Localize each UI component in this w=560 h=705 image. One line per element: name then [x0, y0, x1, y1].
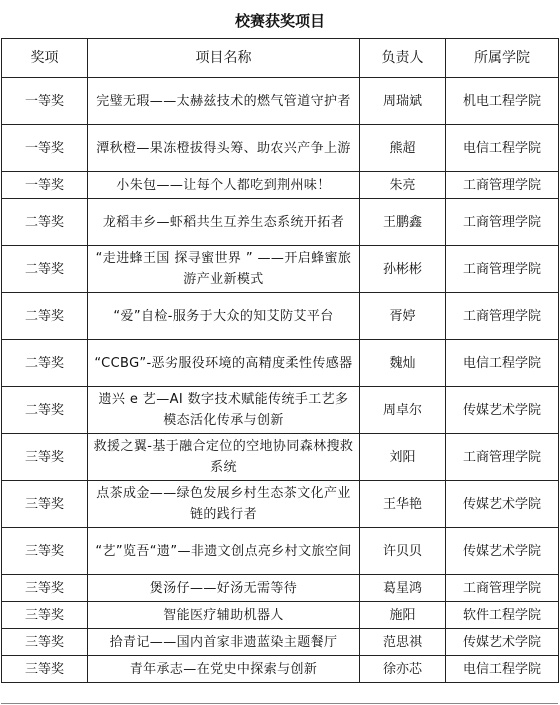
cell-project: 完璧无瑕——太赫兹技术的燃气管道守护者 — [88, 78, 360, 125]
table-body — [2, 78, 559, 683]
cell-college: 工商管理学院 — [446, 293, 559, 340]
cell-award: 三等奖 — [2, 528, 88, 575]
cell-project: 煲汤仔——好汤无需等待 — [88, 575, 360, 602]
cell-college: 电信工程学院 — [446, 656, 559, 683]
cell-leader: 徐亦芯 — [360, 656, 446, 683]
table-row — [2, 528, 559, 575]
cell-project: 小朱包——让每个人都吃到荆州味！ — [88, 172, 360, 199]
cell-project: 青年承志—在党史中探索与创新 — [88, 656, 360, 683]
cell-leader: 刘阳 — [360, 434, 446, 481]
cell-college: 传媒艺术学院 — [446, 629, 559, 656]
cell-project: “CCBG”-恶劣服役环境的高精度柔性传感器 — [88, 340, 360, 387]
table-row — [2, 481, 559, 528]
page-title: 校赛获奖项目 — [234, 12, 325, 30]
table-row — [2, 340, 559, 387]
cell-award: 二等奖 — [2, 387, 88, 434]
cell-award: 三等奖 — [2, 481, 88, 528]
table-row — [2, 629, 559, 656]
table-row — [2, 293, 559, 340]
cell-award: 三等奖 — [2, 629, 88, 656]
header-award: 奖项 — [2, 39, 88, 78]
cell-project: 智能医疗辅助机器人 — [88, 602, 360, 629]
cell-award: 三等奖 — [2, 575, 88, 602]
cell-college: 工商管理学院 — [446, 172, 559, 199]
cell-leader: 孙彬彬 — [360, 246, 446, 293]
table-row — [2, 78, 559, 125]
cell-award: 三等奖 — [2, 656, 88, 683]
cell-award: 二等奖 — [2, 293, 88, 340]
cell-leader: 王鹏鑫 — [360, 199, 446, 246]
cell-leader: 许贝贝 — [360, 528, 446, 575]
cell-college: 工商管理学院 — [446, 246, 559, 293]
cell-project: 点茶成金——绿色发展乡村生态茶文化产业链的践行者 — [88, 481, 360, 528]
awards-table — [1, 38, 559, 683]
cell-award: 二等奖 — [2, 246, 88, 293]
table-row — [2, 172, 559, 199]
table-row — [2, 434, 559, 481]
header-project: 项目名称 — [88, 39, 360, 78]
cell-college: 传媒艺术学院 — [446, 481, 559, 528]
cell-college: 软件工程学院 — [446, 602, 559, 629]
cell-college: 传媒艺术学院 — [446, 528, 559, 575]
cell-leader: 王华艳 — [360, 481, 446, 528]
header-college: 所属学院 — [446, 39, 559, 78]
table-row — [2, 246, 559, 293]
cell-leader: 周卓尔 — [360, 387, 446, 434]
table-row — [2, 575, 559, 602]
cell-leader: 胥婷 — [360, 293, 446, 340]
cell-college: 电信工程学院 — [446, 340, 559, 387]
cell-award: 一等奖 — [2, 125, 88, 172]
cell-college: 工商管理学院 — [446, 434, 559, 481]
table-row — [2, 387, 559, 434]
cell-leader: 熊超 — [360, 125, 446, 172]
table-header-row — [2, 39, 559, 78]
cell-award: 二等奖 — [2, 340, 88, 387]
table-row — [2, 199, 559, 246]
cell-college: 机电工程学院 — [446, 78, 559, 125]
cell-college: 工商管理学院 — [446, 199, 559, 246]
cell-leader: 朱亮 — [360, 172, 446, 199]
table-row — [2, 656, 559, 683]
cell-project: 龙稻丰乡—虾稻共生互养生态系统开拓者 — [88, 199, 360, 246]
cell-project: “爱”自检-服务于大众的知艾防艾平台 — [88, 293, 360, 340]
header-leader: 负责人 — [360, 39, 446, 78]
cell-project: “走进蜂王国 探寻蜜世界 ” ——开启蜂蜜旅游产业新模式 — [88, 246, 360, 293]
cell-college: 传媒艺术学院 — [446, 387, 559, 434]
cell-award: 一等奖 — [2, 172, 88, 199]
cell-leader: 周瑞斌 — [360, 78, 446, 125]
table-row — [2, 602, 559, 629]
cell-project: 拾青记——国内首家非遗蓝染主题餐厅 — [88, 629, 360, 656]
cell-award: 三等奖 — [2, 434, 88, 481]
cell-project: 潭秋橙—果冻橙拔得头筹、助农兴产争上游 — [88, 125, 360, 172]
cell-award: 一等奖 — [2, 78, 88, 125]
cell-award: 三等奖 — [2, 602, 88, 629]
cell-college: 工商管理学院 — [446, 575, 559, 602]
cell-award: 二等奖 — [2, 199, 88, 246]
cell-leader: 范思祺 — [360, 629, 446, 656]
page-bottom-divider — [1, 703, 558, 704]
cell-project: “艺”览吾“遗”—非遗文创点亮乡村文旅空间 — [88, 528, 360, 575]
cell-project: 救援之翼-基于融合定位的空地协同森林搜救系统 — [88, 434, 360, 481]
cell-leader: 施阳 — [360, 602, 446, 629]
table-row — [2, 125, 559, 172]
cell-leader: 葛星鸿 — [360, 575, 446, 602]
cell-college: 电信工程学院 — [446, 125, 559, 172]
cell-project: 遗兴 e 艺—AI 数字技术赋能传统手工艺多模态活化传承与创新 — [88, 387, 360, 434]
cell-leader: 魏灿 — [360, 340, 446, 387]
